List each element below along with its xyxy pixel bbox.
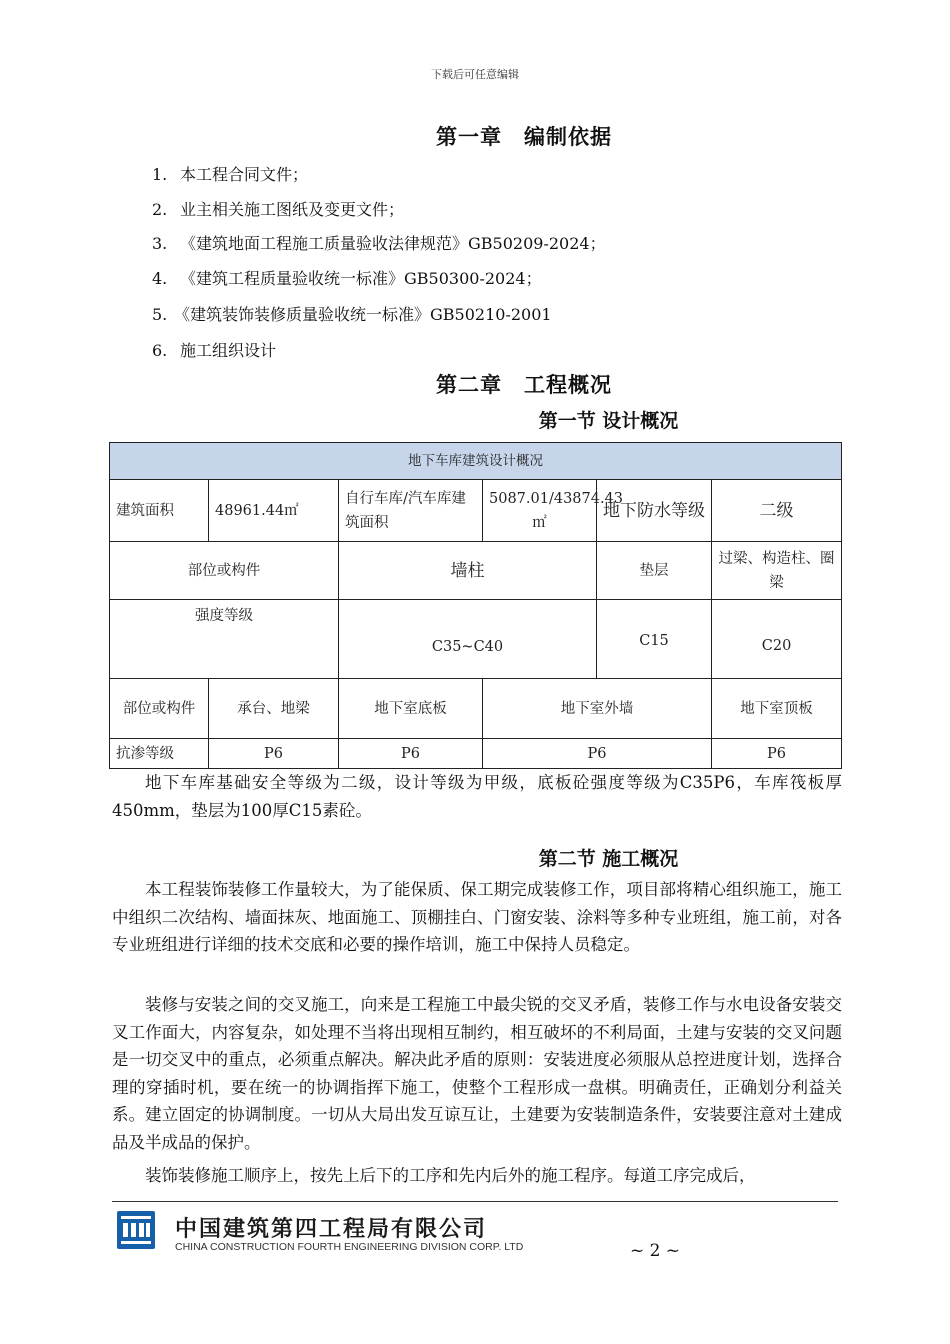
table-cell: P6 — [339, 739, 483, 769]
table-cell: 强度等级 — [110, 600, 339, 679]
table-cell: C15 — [597, 600, 712, 679]
table-cell: 5087.01/43874.43㎡ — [483, 480, 597, 542]
paragraph-foundation: 地下车库基础安全等级为二级，设计等级为甲级，底板砼强度等级为C35P6，车库筏板厚450mm，垫层为100厚C15素砼。 — [112, 773, 842, 820]
list-item-text: 《建筑工程质量验收统一标准》GB50300-2024； — [180, 269, 542, 288]
table-cell: 承台、地梁 — [209, 679, 339, 739]
paragraph-sequence: 装饰装修施工顺序上，按先上后下的工序和先内后外的施工程序。每道工序完成后， — [145, 1166, 756, 1185]
table-row — [110, 600, 842, 679]
table-cell: 地下防水等级 — [597, 480, 712, 542]
table-row — [110, 443, 842, 480]
company-name-en: CHINA CONSTRUCTION FOURTH ENGINEERING DIVISION CORP. LTD — [175, 1241, 524, 1253]
table-cell: 48961.44㎡ — [209, 480, 339, 542]
list-item — [152, 231, 606, 254]
table-row — [110, 679, 842, 739]
paragraph-decoration: 本工程装饰装修工作量较大，为了能保质、保工期完成装修工作，项目部将精心组织施工，施工中组织二次结构、墙面抹灰、地面施工、顶棚挂白、门窗安装、涂料等多种专业班组，施工前，对各专业班组进行详细的技术交底和必要的操作培训，施工中保持人员稳定。 — [112, 880, 842, 954]
chapter1-title: 第一章 编制依据 — [436, 125, 612, 149]
chapter2-title: 第二章 工程概况 — [436, 373, 612, 397]
table-cell: 地下室底板 — [339, 679, 483, 739]
list-item-text: 施工组织设计 — [180, 341, 277, 360]
table-cell: P6 — [483, 739, 712, 769]
list-item-number: 5. — [152, 305, 168, 324]
list-item — [152, 302, 552, 325]
table-cell: P6 — [712, 739, 842, 769]
table-header: 地下车库建筑设计概况 — [110, 443, 842, 480]
table-cell: 抗渗等级 — [110, 739, 209, 769]
cscec-logo-icon — [117, 1211, 155, 1249]
list-item — [152, 266, 542, 289]
table-cell: 墙柱 — [339, 542, 597, 600]
header-note: 下载后可任意编辑 — [431, 68, 519, 81]
section2-title: 第二节 施工概况 — [538, 848, 679, 870]
table-cell: 地下室顶板 — [712, 679, 842, 739]
table-cell: 地下室外墙 — [483, 679, 712, 739]
footer-divider — [112, 1201, 838, 1202]
list-item-text: 业主相关施工图纸及变更文件； — [180, 200, 405, 219]
list-item-number: 3. — [152, 234, 168, 253]
paragraph-cross-construction: 装修与安装之间的交叉施工，向来是工程施工中最尖锐的交叉矛盾，装修工作与水电设备安装交叉工作面大，内容复杂，如处理不当将出现相互制约，相互破坏的不利局面，土建与安装的交叉问题是一切交叉中的重点，必须重点解决。解决此矛盾的原则：安装进度必须服从总控进度计划，选择合理的穿插时机，要在统一的协调指挥下施工，使整个工程形成一盘棋。明确责任，正确划分利益关系。建立固定的协调制度。一切从大局出发互谅互让，土建要为安装制造条件，安装要注意对土建成品及半成品的保护。 — [112, 995, 842, 1152]
section1-title: 第一节 设计概况 — [538, 410, 679, 432]
table-cell: 二级 — [712, 480, 842, 542]
table-cell: C35~C40 — [339, 600, 597, 679]
list-item-text: 本工程合同文件； — [180, 165, 309, 184]
table-cell: P6 — [209, 739, 339, 769]
table-row — [110, 542, 842, 600]
table-cell: 自行车库/汽车库建筑面积 — [339, 480, 483, 542]
company-name-cn: 中国建筑第四工程局有限公司 — [175, 1217, 488, 1242]
list-item-text: 《建筑装饰装修质量验收统一标准》GB50210-2001 — [174, 305, 552, 324]
table-cell: C20 — [712, 600, 842, 679]
list-item-text: 《建筑地面工程施工质量验收法律规范》GB50209-2024； — [180, 234, 606, 253]
table-cell: 建筑面积 — [110, 480, 209, 542]
table-row — [110, 739, 842, 769]
table-cell: 部位或构件 — [110, 542, 339, 600]
list-item — [152, 197, 404, 220]
table-cell: 部位或构件 — [110, 679, 209, 739]
design-overview-table — [109, 442, 842, 769]
list-item — [152, 162, 308, 185]
list-item — [152, 338, 276, 361]
table-cell: 垫层 — [597, 542, 712, 600]
list-item-number: 4. — [152, 269, 168, 288]
list-item-number: 6. — [152, 341, 168, 360]
table-row — [110, 480, 842, 542]
list-item-number: 1. — [152, 165, 168, 184]
page-number: ~ 2 ~ — [629, 1241, 681, 1261]
table-cell: 过梁、构造柱、圈梁 — [712, 542, 842, 600]
list-item-number: 2. — [152, 200, 168, 219]
